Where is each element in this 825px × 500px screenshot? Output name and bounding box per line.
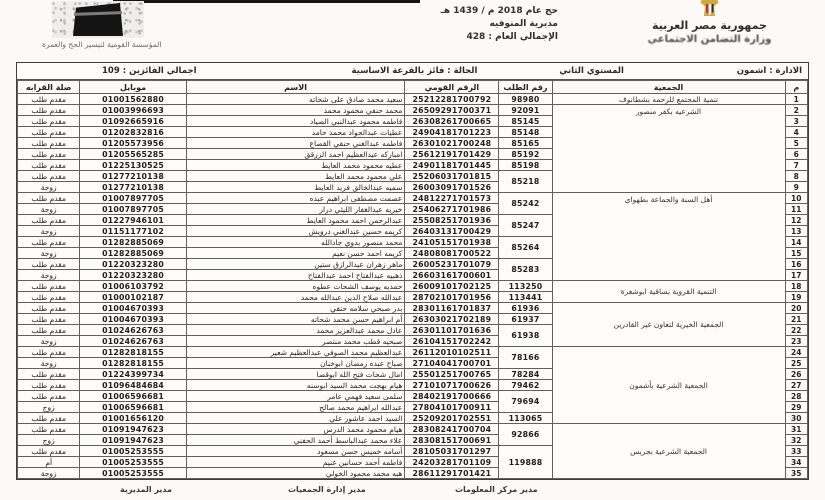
cell-mobile: 01006103792 (80, 281, 186, 292)
cell-request-no: 85283 (499, 259, 552, 281)
cell-national-id: 24808081700522 (405, 248, 499, 259)
cell-relation: زوجة (18, 358, 80, 369)
cell-serial: 29 (785, 402, 807, 413)
cell-relation: زوجة (18, 336, 80, 347)
cell-serial: 21 (785, 314, 807, 325)
cell-national-id: 25508251701936 (405, 215, 499, 226)
cell-relation: مقدم طلب (18, 424, 80, 435)
cell-serial: 22 (785, 325, 807, 336)
cell-request-no: 85145 (499, 116, 552, 127)
cell-mobile: 01024626763 (80, 325, 186, 336)
cell-relation: زوجة (18, 226, 80, 237)
cell-serial: 20 (785, 303, 807, 314)
cell-relation: مقدم طلب (18, 105, 80, 116)
cell-relation: مقدم طلب (18, 446, 80, 457)
cell-name: محمد حنفي محمود محمد (186, 105, 405, 116)
cell-mobile: 01225130525 (80, 160, 186, 171)
cell-relation: زوجة (18, 270, 80, 281)
cell-relation: مقدم طلب (18, 413, 80, 424)
cell-serial: 25 (785, 358, 807, 369)
cell-request-no: 113065 (499, 413, 552, 424)
cell-association: الشرعيه بكفر منصور (552, 105, 785, 193)
cell-mobile: 01205565285 (80, 149, 186, 160)
cell-national-id: 28308151700691 (405, 435, 499, 446)
cell-association: التنمية القروية بساقية ابوشعرة (552, 281, 785, 303)
cell-national-id: 26509291700371 (405, 105, 499, 116)
cell-serial: 8 (785, 171, 807, 182)
hajj-authority-logo (42, 1, 162, 49)
cell-name: بدر صبحي سلامه حنفي (186, 303, 405, 314)
cell-request-no: 113441 (499, 292, 552, 303)
cell-request-no: 78166 (499, 347, 552, 369)
cell-relation: مقدم طلب (18, 325, 80, 336)
cell-national-id: 28611291701421 (405, 468, 499, 479)
cell-name: فاطمه محمود عبدالنبي الصياد (186, 116, 405, 127)
cell-relation: مقدم طلب (18, 259, 80, 270)
cell-relation: زوجة (18, 248, 80, 259)
cell-national-id: 26009101702125 (405, 281, 499, 292)
cell-name: كريمه حسين عبدالغني درويش (186, 226, 405, 237)
cell-serial: 34 (785, 457, 807, 468)
cell-relation: زوج (18, 402, 80, 413)
cell-mobile: 01205573956 (80, 138, 186, 149)
signature-info-center-manager: مدير مركز المعلومات (455, 485, 538, 494)
col-header-national-id: الرقم القومي (405, 81, 499, 94)
cell-name: خيريه عبدالغفار الليثي درار (186, 204, 405, 215)
directorate-line: مديرية المنوفيه (489, 19, 558, 29)
cell-national-id: 25209201702551 (405, 413, 499, 424)
table-row (18, 303, 808, 314)
cell-relation: مقدم طلب (18, 303, 80, 314)
cell-national-id: 28702101701956 (405, 292, 499, 303)
cell-request-no: 119888 (499, 446, 552, 479)
cell-association: أهل السنة والجماعة بطهواى (552, 193, 785, 281)
status-label: الحالة : فائز بالقرعة الاساسية (351, 66, 478, 76)
cell-serial: 11 (785, 204, 807, 215)
cell-request-no: 85198 (499, 160, 552, 171)
cell-serial: 6 (785, 149, 807, 160)
cell-mobile: 01091947623 (80, 424, 186, 435)
cell-request-no: 79694 (499, 391, 552, 413)
cell-name: سلمى سعيد فهمي عامر (186, 391, 405, 402)
cell-relation: مقدم طلب (18, 314, 80, 325)
cell-request-no: 85264 (499, 237, 552, 259)
egypt-eagle-emblem-icon (693, 0, 727, 19)
cell-relation: مقدم طلب (18, 391, 80, 402)
cell-association: الجمعية الشرعية بجريس (552, 424, 785, 479)
cell-serial: 33 (785, 446, 807, 457)
cell-mobile: 01282885069 (80, 248, 186, 259)
cell-name: أم ابراهيم حسن محمد شحاته (186, 314, 405, 325)
col-header-association: الجمعية (552, 81, 785, 94)
cell-national-id: 26301021700248 (405, 138, 499, 149)
cell-name: فاطمه أحمد حسانين غنيم (186, 457, 405, 468)
cell-request-no: 85242 (499, 193, 552, 215)
cell-serial: 17 (785, 270, 807, 281)
cell-mobile: 01004670393 (80, 303, 186, 314)
cell-national-id: 24105151701938 (405, 237, 499, 248)
cell-request-no: 85165 (499, 138, 552, 149)
cell-name: كريمه احمد حسن نعيم (186, 248, 405, 259)
table-row (18, 424, 808, 435)
cell-request-no: 79462 (499, 380, 552, 391)
cell-request-no: 61936 (499, 303, 552, 314)
cell-serial: 35 (785, 468, 807, 479)
cell-serial: 9 (785, 182, 807, 193)
cell-national-id: 25212281700792 (405, 94, 499, 105)
cell-serial: 7 (785, 160, 807, 171)
cell-name: محمد منصور بدوي جادالله (186, 237, 405, 248)
cell-mobile: 01220323280 (80, 259, 186, 270)
cell-national-id: 28301161701837 (405, 303, 499, 314)
cell-national-id: 27101071700626 (405, 380, 499, 391)
cell-mobile: 01282818155 (80, 347, 186, 358)
cell-mobile: 01277210138 (80, 171, 186, 182)
cell-mobile: 01003996693 (80, 105, 186, 116)
cell-relation: مقدم طلب (18, 281, 80, 292)
cell-name: هبه محمد محمود الخولي (186, 468, 405, 479)
cell-name: امباركه عبدالعظيم احمد الزرقق (186, 149, 405, 160)
cell-national-id: 27104041700701 (405, 358, 499, 369)
cell-national-id: 24901181701445 (405, 160, 499, 171)
cell-serial: 27 (785, 380, 807, 391)
cell-mobile: 01005253555 (80, 446, 186, 457)
cell-mobile: 01000102187 (80, 292, 186, 303)
cell-mobile: 01277210138 (80, 182, 186, 193)
cell-relation: مقدم طلب (18, 94, 80, 105)
cell-mobile: 01005253555 (80, 457, 186, 468)
logo-caption: المؤسسة القومية لتيسير الحج والعمرة (42, 40, 162, 49)
cell-relation: زوج (18, 435, 80, 446)
winners-table-container (16, 62, 809, 480)
cell-national-id: 26403131700429 (405, 226, 499, 237)
cell-name: ماهر زهران عبدالرازق ستين (186, 259, 405, 270)
cell-relation: مقدم طلب (18, 215, 80, 226)
cell-name: فاطمه عبدالغني حنفي القصاع (186, 138, 405, 149)
table-row (18, 193, 808, 204)
cell-national-id: 26003091701526 (405, 182, 499, 193)
cell-national-id: 26303021702189 (405, 314, 499, 325)
cell-mobile: 01006596681 (80, 391, 186, 402)
cell-name: علاء محمد عبدالباسط أحمد الحفني (186, 435, 405, 446)
cell-serial: 28 (785, 391, 807, 402)
cell-name: عصمت مصطفى ابراهيم عبده (186, 193, 405, 204)
cell-mobile: 01007897705 (80, 193, 186, 204)
col-header-name: الاسم (186, 81, 405, 94)
cell-serial: 5 (785, 138, 807, 149)
cell-serial: 2 (785, 105, 807, 116)
table-row (18, 105, 808, 116)
col-header-mobile: موبايل (80, 81, 186, 94)
cell-name: عبدالله ابراهيم محمد صالح (186, 402, 405, 413)
cell-name: حمديه يوسف الشحات عطوه (186, 281, 405, 292)
cell-name: صبحيه قطب محمد منتصر (186, 336, 405, 347)
cell-mobile: 01005253555 (80, 468, 186, 479)
cell-national-id: 28308241700704 (405, 424, 499, 435)
cell-serial: 24 (785, 347, 807, 358)
cell-relation: مقدم طلب (18, 149, 80, 160)
cell-relation: مقدم طلب (18, 292, 80, 303)
cell-relation: مقدم طلب (18, 237, 80, 248)
cell-serial: 15 (785, 248, 807, 259)
cell-serial: 1 (785, 94, 807, 105)
cell-serial: 14 (785, 237, 807, 248)
cell-serial: 23 (785, 336, 807, 347)
cell-request-no: 78284 (499, 369, 552, 380)
cell-name: أسامه خميس حسن مسعود (186, 446, 405, 457)
table-header-row (18, 81, 808, 94)
cell-serial: 13 (785, 226, 807, 237)
cell-national-id: 25612191701429 (405, 149, 499, 160)
cell-mobile: 01220323280 (80, 270, 186, 281)
cell-mobile: 01006596681 (80, 402, 186, 413)
cell-relation: زوجة (18, 182, 80, 193)
level-label: المستوي الثاني (559, 66, 624, 76)
department-label: الادارة : اشمون (736, 66, 802, 76)
cell-name: عطيات عبدالجواد محمد حامد (186, 127, 405, 138)
cell-name: علي محمود محمد العايط (186, 171, 405, 182)
cell-name: عبدالله صلاح الدين عبدالله محمد (186, 292, 405, 303)
cell-name: ذهبيه عبدالفتاح احمد عبدالفتاح (186, 270, 405, 281)
cell-serial: 26 (785, 369, 807, 380)
cell-name: عطيه محمود محمد العايط (186, 160, 405, 171)
col-header-serial: م (785, 81, 807, 94)
cell-mobile: 01004670393 (80, 314, 186, 325)
cell-mobile: 01151177102 (80, 226, 186, 237)
cell-request-no: 85247 (499, 215, 552, 237)
cell-mobile: 01091947623 (80, 435, 186, 446)
cell-relation: مقدم طلب (18, 127, 80, 138)
cell-request-no: 92866 (499, 424, 552, 446)
cell-name: سعيد محمد صادق على شحاته (186, 94, 405, 105)
cell-name: امال شحات فتح الله ابوقصا (186, 369, 405, 380)
cell-national-id: 25206031701815 (405, 171, 499, 182)
cell-national-id: 26603161700601 (405, 270, 499, 281)
cell-relation: مقدم طلب (18, 369, 80, 380)
cell-mobile: 01007897705 (80, 204, 186, 215)
hajj-year-line: حج عام 2018 م / 1439 هـ (440, 6, 558, 16)
table-row (18, 347, 808, 358)
cell-name: صباح عبده رمضان ابوخنان (186, 358, 405, 369)
cell-relation: مقدم طلب (18, 380, 80, 391)
cell-request-no: 85218 (499, 171, 552, 193)
cell-serial: 16 (785, 259, 807, 270)
scan-edge-artifact (113, 0, 420, 3)
cell-association: الجمعية الشرعية بأشمون (552, 347, 785, 424)
cell-national-id: 26104151702242 (405, 336, 499, 347)
cell-relation: مقدم طلب (18, 138, 80, 149)
winners-table-body (18, 94, 808, 479)
cell-mobile: 01282885069 (80, 237, 186, 248)
cell-serial: 12 (785, 215, 807, 226)
winners-table (17, 80, 808, 479)
grand-total-line: الإجمالي العام : 428 (466, 32, 558, 42)
cell-relation: مقدم طلب (18, 347, 80, 358)
cell-mobile: 01092665916 (80, 116, 186, 127)
cell-relation: مقدم طلب (18, 116, 80, 127)
cell-serial: 19 (785, 292, 807, 303)
ministry-title: وزارة التضامن الاجتماعي (647, 34, 772, 45)
cell-relation: زوجة (18, 204, 80, 215)
cell-association: تنمية المجتمع للرحمه بشطانوف (552, 94, 785, 105)
signature-directorate-manager: مدير المديرية (120, 485, 172, 494)
cell-relation: مقدم طلب (18, 160, 80, 171)
cell-request-no: 113250 (499, 281, 552, 292)
cell-serial: 4 (785, 127, 807, 138)
cell-relation: مقدم طلب (18, 171, 80, 182)
cell-mobile: 01227946101 (80, 215, 186, 226)
cell-name: عبدالرحمن احمد محمود العايط (186, 215, 405, 226)
cell-serial: 31 (785, 424, 807, 435)
cell-serial: 32 (785, 435, 807, 446)
col-header-request-no: رقم الطلب (499, 81, 552, 94)
cell-mobile: 01224399734 (80, 369, 186, 380)
cell-national-id: 24203281701109 (405, 457, 499, 468)
cell-national-id: 26112010102511 (405, 347, 499, 358)
cell-mobile: 01096484684 (80, 380, 186, 391)
cell-national-id: 24812271701573 (405, 193, 499, 204)
cell-national-id: 26301101701636 (405, 325, 499, 336)
cell-serial: 30 (785, 413, 807, 424)
cell-mobile: 01024626763 (80, 336, 186, 347)
kaaba-icon (52, 1, 144, 38)
cell-request-no: 85192 (499, 149, 552, 160)
cell-serial: 18 (785, 281, 807, 292)
cell-mobile: 01282818155 (80, 358, 186, 369)
cell-relation: أم (18, 457, 80, 468)
cell-mobile: 01001656120 (80, 413, 186, 424)
cell-national-id: 26005231701079 (405, 259, 499, 270)
cell-request-no: 98980 (499, 94, 552, 105)
cell-national-id: 25501251700765 (405, 369, 499, 380)
cell-name: هيام بهجت محمد السيد ابوسنه (186, 380, 405, 391)
cell-request-no: 92091 (499, 105, 552, 116)
cell-national-id: 26308261700665 (405, 116, 499, 127)
cell-name: السيد احمد عاشور علي (186, 413, 405, 424)
col-header-relation: صلة القرابه (18, 81, 80, 94)
government-header (612, 0, 807, 46)
cell-national-id: 28402191700666 (405, 391, 499, 402)
cell-serial: 3 (785, 116, 807, 127)
country-title: جمهورية مصر العربية (652, 19, 767, 32)
cell-request-no: 61937 (499, 314, 552, 325)
cell-mobile: 01001562880 (80, 94, 186, 105)
cell-request-no: 61938 (499, 325, 552, 347)
cell-mobile: 01202832816 (80, 127, 186, 138)
table-row (18, 281, 808, 292)
cell-national-id: 24904181701223 (405, 127, 499, 138)
table-info-bar (17, 63, 808, 80)
cell-relation: مقدم طلب (18, 193, 80, 204)
cell-name: عبدالعظيم محمد الصوفي عبدالعظيم شعير (186, 347, 405, 358)
cell-national-id: 25406271701986 (405, 204, 499, 215)
cell-request-no: 85148 (499, 127, 552, 138)
cell-national-id: 28105031701297 (405, 446, 499, 457)
table-row (18, 94, 808, 105)
cell-name: عادل محمد عبدالعزيز محمد (186, 325, 405, 336)
signature-associations-manager: مدير إدارة الجمعيات (288, 485, 366, 494)
document-header-center (408, 5, 558, 44)
cell-national-id: 27804101700911 (405, 402, 499, 413)
cell-relation: زوجة (18, 468, 80, 479)
cell-name: سميه عبدالخالق فريد العايط (186, 182, 405, 193)
winners-total-label: اجمالي الفائزين : 109 (102, 66, 197, 76)
cell-name: هيام محمود محمد الدرس (186, 424, 405, 435)
cell-serial: 10 (785, 193, 807, 204)
cell-association: الجمعية الخيرية لتعاون غير القادرين (552, 303, 785, 347)
